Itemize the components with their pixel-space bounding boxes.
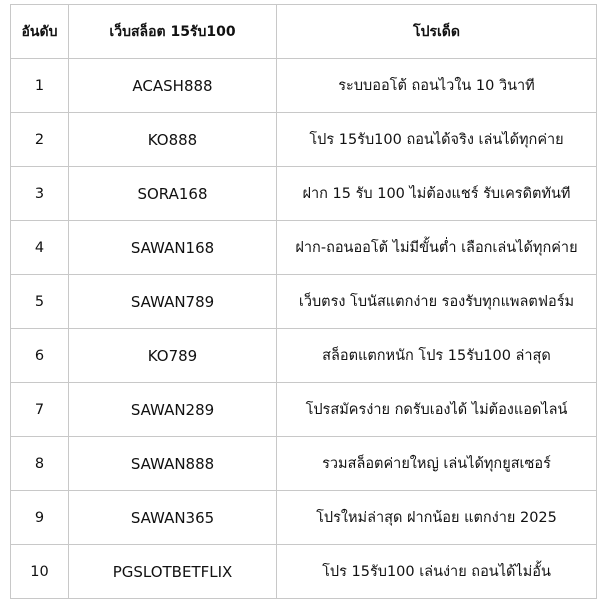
promo-cell: รวมสล็อตค่ายใหญ่ เล่นได้ทุกยูสเซอร์ bbox=[277, 437, 597, 491]
rank-cell: 10 bbox=[11, 545, 69, 599]
table-row bbox=[11, 437, 597, 491]
promo-cell: โปร 15รับ100 ถอนได้จริง เล่นได้ทุกค่าย bbox=[277, 113, 597, 167]
rank-cell: 8 bbox=[11, 437, 69, 491]
promo-cell: สล็อตแตกหนัก โปร 15รับ100 ล่าสุด bbox=[277, 329, 597, 383]
site-cell: ACASH888 bbox=[69, 59, 277, 113]
site-cell: SAWAN289 bbox=[69, 383, 277, 437]
rank-cell: 4 bbox=[11, 221, 69, 275]
header-promo: โปรเด็ด bbox=[277, 5, 597, 59]
site-cell: KO888 bbox=[69, 113, 277, 167]
promo-cell: โปรสมัครง่าย กดรับเองได้ ไม่ต้องแอดไลน์ bbox=[277, 383, 597, 437]
table-row bbox=[11, 275, 597, 329]
header-rank: อันดับ bbox=[11, 5, 69, 59]
site-cell: SAWAN168 bbox=[69, 221, 277, 275]
header-site: เว็บสล็อต 15รับ100 bbox=[69, 5, 277, 59]
site-cell: PGSLOTBETFLIX bbox=[69, 545, 277, 599]
table-row bbox=[11, 545, 597, 599]
rank-cell: 5 bbox=[11, 275, 69, 329]
rank-cell: 3 bbox=[11, 167, 69, 221]
slot-ranking-table bbox=[10, 4, 597, 599]
site-cell: SORA168 bbox=[69, 167, 277, 221]
table-row bbox=[11, 167, 597, 221]
table-header-row bbox=[11, 5, 597, 59]
table-row bbox=[11, 59, 597, 113]
promo-cell: โปร 15รับ100 เล่นง่าย ถอนได้ไม่อั้น bbox=[277, 545, 597, 599]
rank-cell: 9 bbox=[11, 491, 69, 545]
promo-cell: ฝาก 15 รับ 100 ไม่ต้องแชร์ รับเครดิตทันที bbox=[277, 167, 597, 221]
promo-cell: ฝาก-ถอนออโต้ ไม่มีขั้นต่ำ เลือกเล่นได้ทุกค่าย bbox=[277, 221, 597, 275]
promo-cell: โปรใหม่ล่าสุด ฝากน้อย แตกง่าย 2025 bbox=[277, 491, 597, 545]
site-cell: KO789 bbox=[69, 329, 277, 383]
table-row bbox=[11, 113, 597, 167]
rank-cell: 6 bbox=[11, 329, 69, 383]
table-row bbox=[11, 221, 597, 275]
table-row bbox=[11, 491, 597, 545]
table-row bbox=[11, 329, 597, 383]
rank-cell: 7 bbox=[11, 383, 69, 437]
promo-cell: ระบบออโต้ ถอนไวใน 10 วินาที bbox=[277, 59, 597, 113]
promo-cell: เว็บตรง โบนัสแตกง่าย รองรับทุกแพลตฟอร์ม bbox=[277, 275, 597, 329]
site-cell: SAWAN789 bbox=[69, 275, 277, 329]
site-cell: SAWAN888 bbox=[69, 437, 277, 491]
rank-cell: 1 bbox=[11, 59, 69, 113]
site-cell: SAWAN365 bbox=[69, 491, 277, 545]
rank-cell: 2 bbox=[11, 113, 69, 167]
table-row bbox=[11, 383, 597, 437]
